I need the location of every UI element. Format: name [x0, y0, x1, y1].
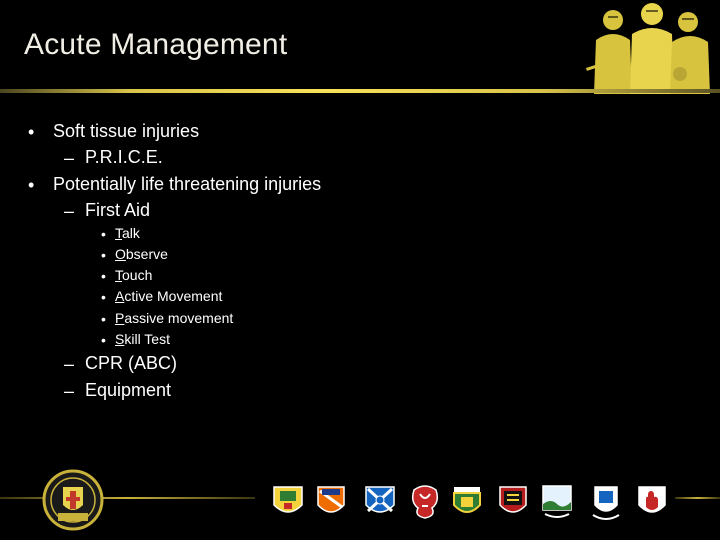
donegal-crest-icon [452, 485, 482, 519]
item-observe: Observe [115, 246, 168, 262]
bullet-icon: • [101, 289, 106, 305]
dash-icon: – [64, 201, 75, 221]
armagh-crest-icon [316, 485, 346, 519]
sub-first-aid: First Aid [85, 200, 151, 220]
item-skill-test: Skill Test [115, 331, 170, 347]
players-illustration-icon [580, 0, 720, 94]
tyrone-crest-icon [637, 485, 667, 519]
monaghan-crest-icon [591, 485, 621, 521]
item-talk: Talk [115, 225, 140, 241]
sub-cpr: CPR (ABC) [85, 353, 178, 373]
derry-crest-icon [410, 484, 440, 520]
bullet-soft-tissue: Soft tissue injuries [53, 121, 200, 141]
item-passive-movement: Passive movement [115, 310, 234, 326]
dash-icon: – [64, 381, 75, 401]
slide-title: Acute Management [24, 28, 288, 61]
bullet-icon: • [101, 226, 106, 242]
sub-price: P.R.I.C.E. [85, 147, 163, 167]
footer-divider-left [0, 497, 255, 499]
item-touch: Touch [115, 267, 153, 283]
sub-equipment: Equipment [85, 380, 172, 400]
bullet-icon: • [28, 175, 35, 195]
antrim-crest-icon [272, 485, 304, 519]
down-crest-icon [498, 485, 528, 519]
bullet-icon: • [101, 247, 106, 263]
ulster-crest-icon [42, 469, 104, 531]
bullet-icon: • [101, 311, 106, 327]
cavan-crest-icon [364, 485, 396, 519]
title-divider [0, 89, 720, 93]
bullet-icon: • [28, 122, 35, 142]
dash-icon: – [64, 354, 75, 374]
bullet-icon: • [101, 332, 106, 348]
bullet-life-threatening: Potentially life threatening injuries [53, 174, 322, 194]
footer-divider-right [675, 497, 720, 499]
dash-icon: – [64, 148, 75, 168]
fermanagh-crest-icon [541, 484, 573, 520]
item-active-movement: Active Movement [115, 288, 223, 304]
bullet-icon: • [101, 268, 106, 284]
